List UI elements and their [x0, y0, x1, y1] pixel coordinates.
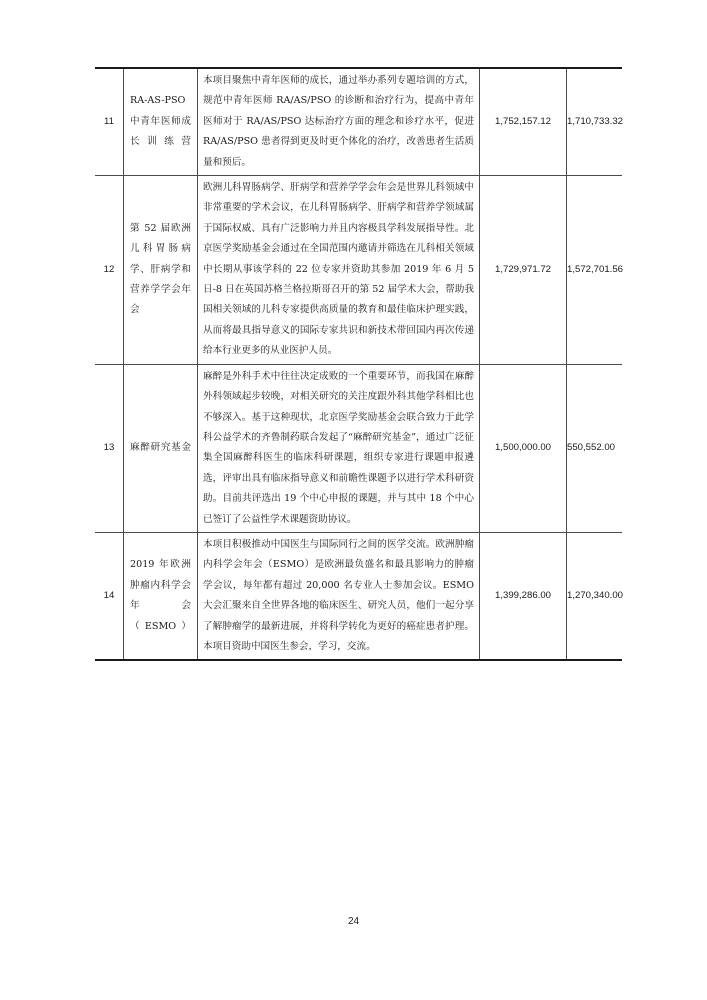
row-number: 12 — [95, 176, 124, 365]
amount-budget: 1,752,157.12 — [480, 68, 567, 176]
table-row — [95, 532, 622, 660]
table-row — [95, 176, 622, 365]
table-row — [95, 364, 622, 532]
project-description: 本项目聚焦中青年医师的成长，通过举办系列专题培训的方式，规范中青年医师 RA/AS/PSO 的诊断和治疗行为，提高中青年医师对于 RA/AS/PSO 达标治疗方面的理念和诊疗水平，促进 RA/AS/PSO 患者得到更及时更个体化的治疗，改善患者生活质量和预后。 — [198, 68, 480, 176]
amount-budget: 1,500,000.00 — [480, 364, 567, 532]
amount-actual: 1,572,701.56 — [567, 176, 623, 365]
project-description: 麻醉是外科手术中往往决定成败的一个重要环节，而我国在麻醉外科领域起步较晚，对相关研究的关注度跟外科其他学科相比也不够深入。基于这种现状，北京医学奖励基金会联合致力于此学科公益学术的齐鲁制药联合发起了“麻醉研究基金”，通过广泛征集全国麻醉科医生的临床科研课题，组织专家进行课题申报遴选，评审出具有临床指导意义和前瞻性课题予以进行学术科研资助。目前共评选出 19 个中心申报的课题，并与其中 18 个中心已签订了公益性学术课题资助协议。 — [198, 364, 480, 532]
amount-actual: 1,270,340.00 — [567, 532, 623, 660]
project-name: RA-AS-PSO 中青年医师成长训练营 — [124, 68, 198, 176]
amount-actual: 1,710,733.32 — [567, 68, 623, 176]
amount-actual: 550,552.00 — [567, 364, 623, 532]
page-number: 24 — [347, 916, 360, 927]
project-description: 本项目积极推动中国医生与国际同行之间的医学交流。欧洲肿瘤内科学会年会（ESMO）是欧洲最负盛名和最具影响力的肿瘤学会议，每年都有超过 20,000 名专业人士参加会议。ESMO 大会汇聚来自全世界各地的临床医生、研究人员，他们一起分享了解肿瘤学的最新进展，并将科学转化为更好的癌症患者护理。本项目资助中国医生参会，学习，交流。 — [198, 532, 480, 660]
amount-budget: 1,399,286.00 — [480, 532, 567, 660]
row-number: 11 — [95, 68, 124, 176]
project-table — [95, 67, 622, 661]
project-description: 欧洲儿科胃肠病学、肝病学和营养学学会年会是世界儿科领域中非常重要的学术会议，在儿科胃肠病学、肝病学和营养学领域属于国际权威、具有广泛影响力并且内容极具学科发展指导性。北京医学奖励基金会通过在全国范围内邀请并筛选在儿科相关领域中长期从事该学科的 22 位专家并资助其参加 2019 年 6 月 5 日-8 日在英国苏格兰格拉斯哥召开的第 52 届学术大会，帮助我国相关领域的儿科专家提供高质量的教育和最佳临床护理实践，从而将最具指导意义的国际专家共识和新技术带回国内再次传递给本行业更多的从业医护人员。 — [198, 176, 480, 365]
project-name: 麻醉研究基金 — [124, 364, 198, 532]
amount-budget: 1,729,971.72 — [480, 176, 567, 365]
project-name: 2019 年欧洲肿瘤内科学会年会（ESMO） — [124, 532, 198, 660]
table-row — [95, 68, 622, 176]
project-name: 第 52 届欧洲儿科胃肠病学、肝病学和营养学学会年会 — [124, 176, 198, 365]
row-number: 14 — [95, 532, 124, 660]
row-number: 13 — [95, 364, 124, 532]
